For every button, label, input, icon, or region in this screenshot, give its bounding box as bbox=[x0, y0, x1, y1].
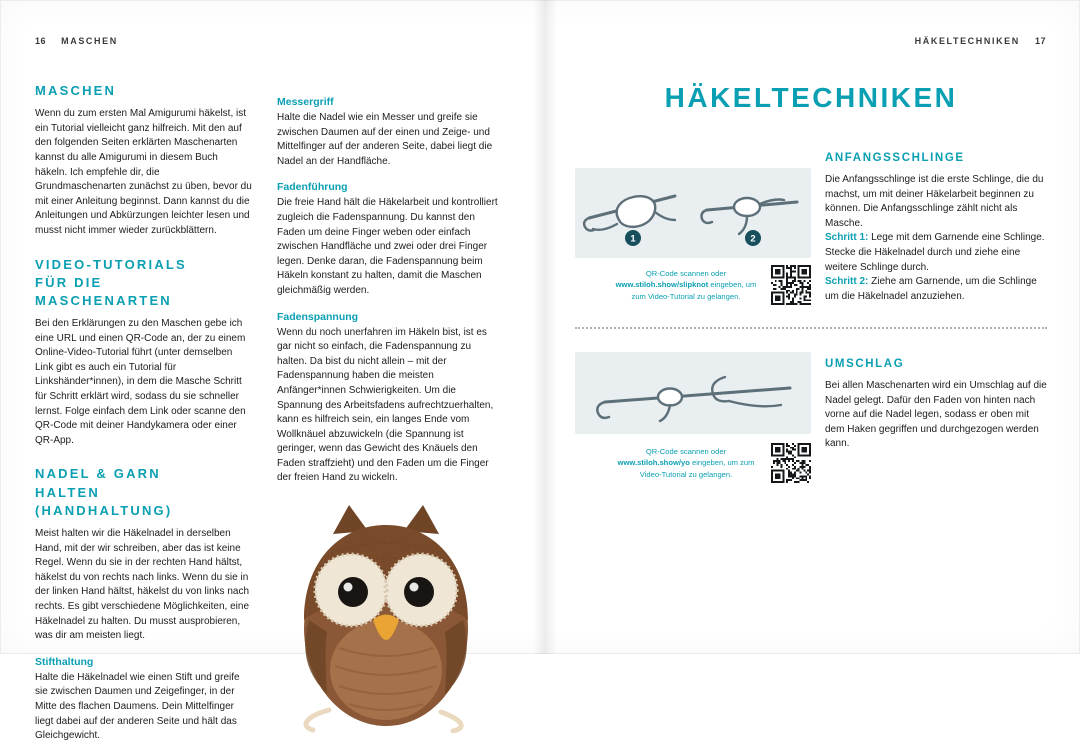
anfangsschlinge-intro: Die Anfangsschlinge ist die erste Schlinge, die du machst, um mit deiner Häkelarbeit beginnen zu können. Die Anfangsschlinge zählt nicht als Masche. bbox=[825, 174, 1044, 229]
umschlag-qr-code bbox=[771, 443, 811, 483]
video-tutorials-body: Bei den Erklärungen zu den Maschen gebe ich eine URL und einen QR-Code an, der zu einem Online-Video-Tutorial führt (unter demselben Link gibt es auch ein Tutorial für Linkshänder*innen), in dem die Masche Schritt für Schritt erklärt wird, sodass du sie schneller lernst. Folge einfach dem Link oder scanne den QR-Code mit deiner Handykamera oder einer QR-App. bbox=[35, 318, 246, 446]
anfangsschlinge-step-2 bbox=[825, 275, 1049, 304]
stifthaltung-body: Halte die Häkelnadel wie einen Stift und greife sie zwischen Daumen und Zeigefinger, in der Mitte des flachen Daumens. Dein Mittelfinger liegt dabei auf der anderen Seite und hält das Gleichgewicht. bbox=[35, 671, 240, 742]
heading-handhaltung: NADEL & GARN HALTEN (HANDHALTUNG) bbox=[35, 466, 173, 518]
heading-messergriff: Messergriff bbox=[277, 96, 334, 108]
left-column-1 bbox=[35, 82, 252, 744]
heading-fadenfuehrung: Fadenführung bbox=[277, 181, 348, 194]
heading-fadenspannung: Fadenspannung bbox=[277, 310, 359, 323]
qr-caption-suffix: eingeben, um zum Video-Tutorial zu gelangen. bbox=[639, 458, 755, 479]
anfangsschlinge-video-link-block bbox=[575, 265, 811, 305]
umschlag-qr-caption bbox=[610, 446, 762, 480]
umschlag-body: Bei allen Maschenarten wird ein Umschlag auf die Nadel gelegt. Dafür den Faden von hinten nach vorne auf die Nadel legen, sodass er oben mit dem Haken gegriffen und durchgezogen werden kann. bbox=[825, 380, 1047, 450]
section-divider bbox=[575, 327, 1047, 329]
anfangsschlinge-qr-code bbox=[771, 265, 811, 305]
step-1-text: Lege mit dem Garnende eine Schlinge. Stecke die Häkelnadel durch und ziehe eine weitere Schlinge durch. bbox=[825, 232, 1045, 273]
heading-umschlag: UMSCHLAG bbox=[825, 358, 905, 370]
heading-anfangsschlinge: ANFANGSSCHLINGE bbox=[825, 152, 965, 164]
left-running-head bbox=[35, 36, 118, 46]
step-2-text: Ziehe am Garnende, um die Schlinge um die Häkelnadel anzuziehen. bbox=[825, 276, 1037, 302]
anfangsschlinge-qr-caption bbox=[610, 268, 762, 302]
step-2-badge-number: 2 bbox=[750, 233, 756, 245]
left-page-number: 16 bbox=[35, 36, 47, 46]
left-column-2 bbox=[277, 96, 499, 738]
qr-caption-prefix: QR-Code scannen oder bbox=[645, 446, 727, 456]
owl-illustration bbox=[291, 498, 481, 733]
right-page-number: 17 bbox=[1034, 36, 1046, 46]
fadenfuehrung-body: Die freie Hand hält die Häkelarbeit und kontrolliert zugleich die Fadenspannung. Du kannst den Faden um deine Finger weben oder einfach zwischen Handfläche und zwei oder drei Finger legen. Denke daran, die Fadenspannung beim Häkeln konstant zu halten, damit die Maschen gleichmäßig werden. bbox=[277, 197, 498, 296]
anfangsschlinge-diagram-panel bbox=[575, 168, 811, 258]
yarn-over-diagram bbox=[575, 352, 811, 434]
qr-caption-suffix: eingeben, um zum Video-Tutorial zu gelangen. bbox=[631, 280, 757, 301]
anfangsschlinge-tutorial-url[interactable]: www.stiloh.show/slipknot bbox=[615, 280, 709, 290]
step-1-label: Schritt 1: bbox=[825, 232, 869, 244]
page-title: HÄKELTECHNIKEN bbox=[664, 82, 958, 113]
heading-stifthaltung: Stifthaltung bbox=[35, 655, 94, 668]
fadenspannung-body: Wenn du noch unerfahren im Häkeln bist, ist es gar nicht so einfach, die Fadenspannung zu halten. Da bist du nicht allein – mit der Fadenspannung haben die meisten Anfänger*innen Schwierigkeiten. Um die Spannung des Arbeitsfadens aufrechtzuerhalten, kann es hilfreich sein, ein langes Ende vom Wollknäuel abzuwickeln (die Spannung ist geringer, wenn das Gewicht des Knäuels den Faden straffzieht) und den Faden um die Finger der freien Hand zu wickeln. bbox=[277, 326, 494, 484]
step-2-label: Schritt 2: bbox=[825, 276, 869, 288]
messergriff-body: Halte die Nadel wie ein Messer und greife sie zwischen Daumen auf der einen und Zeige- und Mittelfinger auf der anderen Seite, dabei liegt die Nadel an der Handfläche. bbox=[277, 112, 493, 167]
umschlag-tutorial-url[interactable]: www.stiloh.show/yo bbox=[617, 458, 690, 468]
step-1-badge-number: 1 bbox=[630, 233, 636, 245]
handhaltung-body: Meist halten wir die Häkelnadel in derselben Hand, mit der wir schreiben, aber das ist keine Regel. Wenn du sie in der rechten Hand hältst, häkelst du von rechts nach links. Wenn du sie in der linken Hand hältst, häkelst du von links nach rechts. Es gibt verschiedene Möglichkeiten, eine Häkelnadel zu halten. Du musst ausprobieren, was dir am meisten liegt. bbox=[35, 528, 250, 642]
left-section-label: MASCHEN bbox=[61, 36, 118, 46]
anfangsschlinge-step-1 bbox=[825, 231, 1049, 275]
maschen-body: Wenn du zum ersten Mal Amigurumi häkelst, ist ein Tutorial vielleicht ganz hilfreich. Mit den auf den folgenden Seiten erklärten Maschenarten kannst du alle Amigurumi in diesem Buch häkeln. Ich empfehle dir, die Grundmaschenarten zunächst zu üben, bevor du mit einer Anleitung beginnst. Dann kannst du die Anleitungen und Abkürzungen leichter lesen und musst nicht immer wieder zurückblättern. bbox=[35, 108, 252, 236]
heading-maschen: MASCHEN bbox=[35, 83, 117, 98]
heading-video-tutorials: VIDEO-TUTORIALS FÜR DIE MASCHENARTEN bbox=[35, 256, 187, 308]
right-running-head bbox=[915, 36, 1046, 46]
umschlag-section bbox=[825, 356, 1049, 452]
crochet-owl-photo bbox=[291, 498, 481, 738]
umschlag-video-link-block bbox=[575, 443, 811, 483]
page-gutter bbox=[533, 0, 557, 654]
anfangsschlinge-section bbox=[825, 150, 1049, 304]
umschlag-diagram-panel bbox=[575, 352, 811, 434]
qr-caption-prefix: QR-Code scannen oder bbox=[645, 268, 727, 278]
slipknot-step-diagram bbox=[575, 168, 811, 258]
right-section-label: HÄKELTECHNIKEN bbox=[914, 36, 1020, 46]
